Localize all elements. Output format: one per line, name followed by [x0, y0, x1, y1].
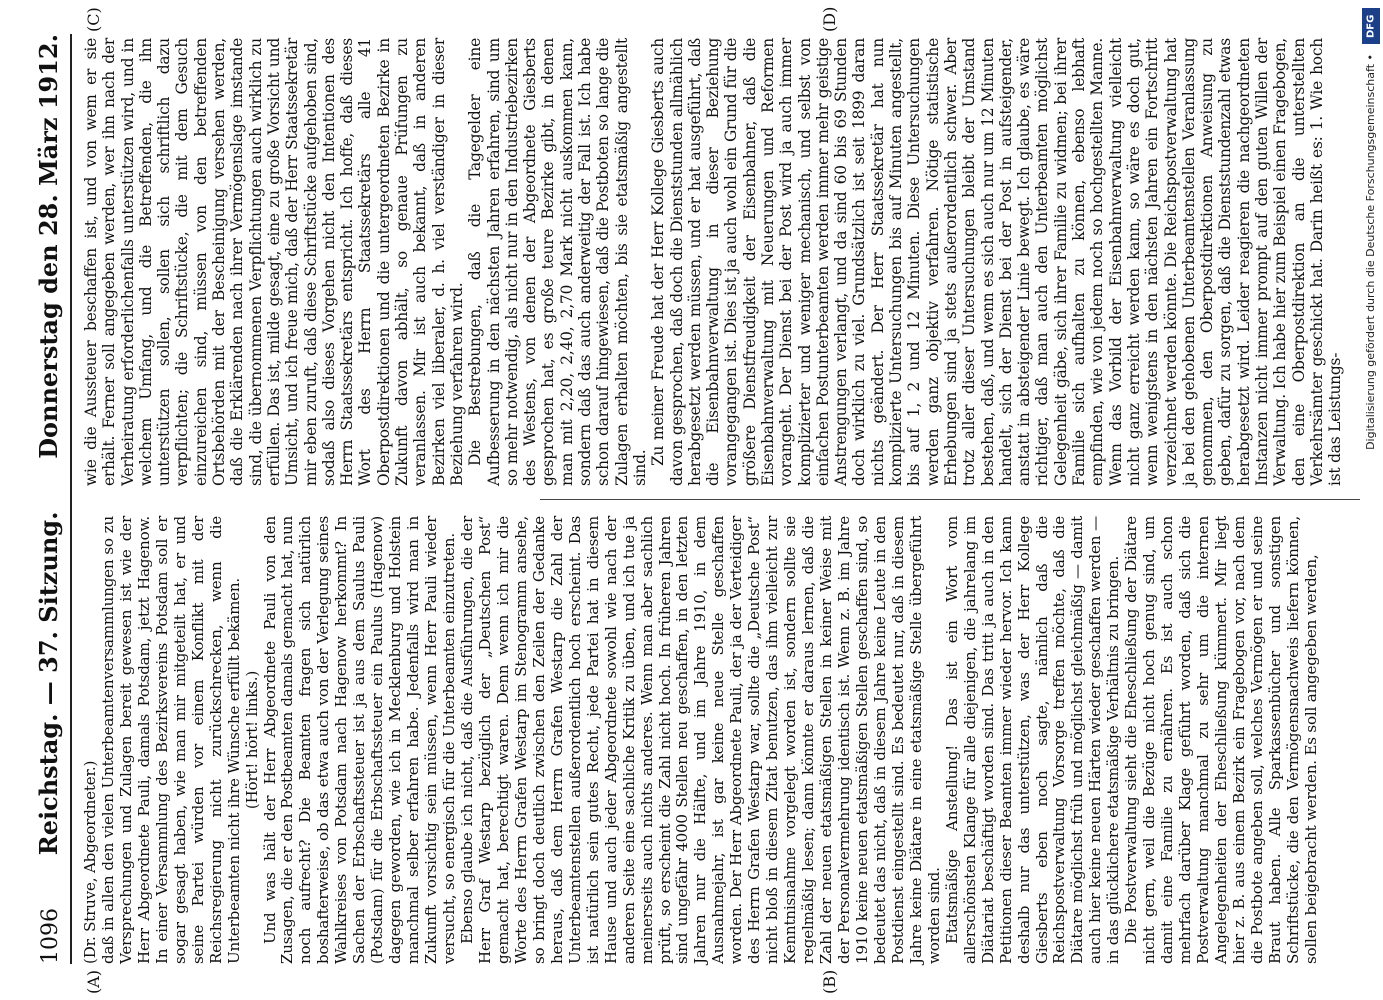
right-column: [82, 38, 1344, 486]
page-header: [34, 34, 66, 964]
margin-mark-c: (C): [84, 7, 103, 32]
margin-mark-b: (B): [820, 969, 839, 994]
paragraph: Zu meiner Freude hat der Herr Kollege Giesberts auch davon gesprochen, daß doch die Dienststunden allmählich herabgesetzt werden müssen, und er hat ausgeführt, daß die Eisenbahnverwaltung in dieser Beziehung vorangegangen ist. Dies ist ja auch wohl ein Grund für die größere Dienstfreudigkeit der Eisenbahner, daß die Eisenbahnverwaltung mit Neuerungen und Reformen vorangeht. Der Dienst bei der Post wird ja auch immer komplizierter und weniger mechanisch, und selbst von einfachen Postunterbeamten werden immer mehr geistige Anstrengungen verlangt, und da sind 60 bis 69 Stunden doch wirklich zu viel. Grundsätzlich ist seit 1899 daran nichts geändert. Der Herr Staatssekretär hat nun komplizierte Untersuchungen bis auf Minuten angestellt, bis auf 1, 2 und 12 Minuten. Diese Untersuchungen werden ganz objektiv verfahren. Nötige statistische Erhebungen sind ja stets außerordentlich schwer. Aber trotz aller dieser Untersuchungen bleibt der Umstand bestehen, daß, und wenn es sich auch nur um 12 Minuten handelt, sich der Dienst bei der Post in aufsteigender, anstatt in absteigender Linie bewegt. Ich glaube, es wäre richtiger, daß man auch den Unterbeamten möglichst Gelegenheit gäbe, sich ihrer Familie zu widmen; bei ihrer Familie sich aufhalten zu können, ebenso lebhaft empfinden, wie von jedem noch so hochgestellten Manne. Wenn das Vorbild der Eisenbahnverwaltung vielleicht nicht ganz erreicht werden kann, so wäre es doch gut, wenn wenigstens in den nächsten Jahren ein Fortschritt verzeichnet werden könnte. Die Reichspostverwaltung hat ja bei den gehobenen Unterbeamtenstellen Veranlassung genommen, den Oberpostdirektionen Anweisung zu geben, dafür zu sorgen, daß die Dienststundenzahl etwas herabgesetzt wird. Leider reagieren die nachgeordneten Instanzen nicht immer prompt auf den guten Willen der Verwaltung. Ich habe hier zum Beispiel einen Fragebogen, den eine Oberpostdirektion an die unterstellten Verkehrsämter geschickt hat. Darin heißt es: 1. Wie hoch ist das Leistungs-: [649, 38, 1345, 486]
paragraph: Die Postverwaltung sieht die Eheschließung der Diätare nicht gern, weil die Bezüge nicht hoch genug sind, um damit eine Familie zu ernähren. Es ist auch schon mehrfach darüber Klage geführt worden, daß sich die Postverwaltung manchmal zu sehr um die internen Angelegenheiten der Eheschließung kümmert. Mir liegt hier z. B. aus einem Bezirk ein Fragebogen vor, nach dem die Postbote angeben soll, welches Vermögen er und seine Braut haben. Alle Sparkassenbücher und sonstigen Schriftstücke, die den Vermögensnachweis liefern können, sollen beigebracht werden. Es soll angegeben werden,: [1122, 516, 1320, 964]
margin-mark-d: (D): [820, 6, 839, 32]
column-divider: [540, 499, 1360, 500]
digitization-credit: Digitalisierung gefördert durch die Deutsche Forschungsgemeinschaft •: [1364, 54, 1377, 450]
paragraph: Ebenso glaube ich nicht, daß die Ausführungen, die der Herr Graf Westarp bezüglich der „Deutschen Post“ gemacht hat, berechtigt waren. Denn wenn ich mir die Worte des Herrn Grafen Westarp im Stenogramm ansehe, so bringt doch deutlich zwischen den Zeilen der Gedanke heraus, daß dem Herrn Grafen Westarp die Zahl der Unterbeamtenstellen außerordentlich hoch erscheint. Das ist natürlich sein gutes Recht, jede Partei hat in diesem Hause und auch jeder Abgeordnete sowohl wie nach der anderen Seite eine sachliche Kritik zu üben, und ich tue ja meinerseits auch nichts anderes. Wenn man aber sachlich prüft, so erscheint die Zahl nicht hoch. In früheren Jahren sind ungefähr 4000 Stellen neu geschaffen, in den letzten Jahren nur die Hälfte, und im Jahre 1910, in dem Ausnahmejahr, ist gar keine neue Stelle geschaffen worden. Der Herr Abgeordnete Pauli, der ja der Verteidiger des Herrn Grafen Westarp war, sollte die „Deutsche Post“ nicht bloß in diesem Zitat benutzen, das ihm vielleicht zur Kenntnisnahme vorgelegt worden ist, sondern sollte sie regelmäßig lesen; dann könnte er daraus lernen, daß die Zahl der neuen etatsmäßigen Stellen in keiner Weise mit der Personalvermehrung identisch ist. Wenn z. B. im Jahre 1910 keine neuen etatsmäßigen Stellen geschaffen sind, so bedeutet das nicht, daß in diesem Jahre keine Leute in den Postdienst eingestellt sind. Es bedeutet nur, daß in diesem Jahre keine Diätare in eine etatsmäßige Stelle übergeführt worden sind.: [458, 516, 943, 964]
paragraph: Etatsmäßige Anstellung! Das ist ein Wort vom allerschönsten Klange für alle diejenigen, die jahrelang im Diätariat beschäftigt worden sind. Das tritt ja auch in den Petitionen dieser Beamten immer wieder hervor. Ich kann deshalb nur das unterstützen, was der Herr Kollege Giesberts eben noch sagte, nämlich daß die Reichspostverwaltung Vorsorge treffen möchte, daß die Diätare möglichst früh und möglichst gleichmäßig — damit auch hier keine neuen Härten wieder geschaffen werden — in das glücklichere etatsmäßige Verhältnis zu bringen.: [942, 516, 1123, 964]
page-number: 1096: [38, 908, 63, 964]
paragraph: wie die Aussteuer beschaffen ist, und von wem er sie erhält. Ferner soll angegeben werden, wer ihn nach der Verheiratung erforderlichenfalls unterstützen wird, und in welchem Umfang, und die Betreffenden, die ihn unterstützen sollen, sollen sich schriftlich dazu verpflichten; die Schriftstücke, die mit dem Gesuch einzureichen sind, müssen von den betreffenden Ortsbehörden mit der Bescheinigung versehen werden, daß die Erklärenden nach ihrer Vermögenslage imstande sind, die übernommenen Verpflichtungen auch wirklich zu erfüllen. Das ist, milde gesagt, eine zu große Vorsicht und Umsicht, und ich freue mich, daß der Herr Staatssekretär mir eben zuruft, daß diese Schriftstücke aufgehoben sind, sodaß also dieses Vorgehen nicht den Intentionen des Herrn Staatssekretärs entspricht. Ich hoffe, daß dieses Wort des Herrn Staatssekretärs alle 41 Oberpostdirektionen und die untergeordneten Bezirke in Zukunft davon abhält, so genaue Prüfungen zu veranlassen. Mir ist auch bekannt, daß in anderen Bezirken viel liberaler, d. h. viel verständiger in dieser Beziehung verfahren wird.: [82, 38, 466, 486]
dfg-logo: DFG: [1362, 8, 1380, 44]
left-column: [82, 516, 1321, 964]
paragraph: daß in allen den vielen Unterbeamtenversammlungen so zu Versprechungen und Zulagen bereit gewesen ist wie der Herr Abgeordnete Pauli, damals Potsdam, jetzt Hagenow. In einer Versammlung des Bezirksvereins Potsdam soll er sogar gesagt haben, wie man mir mitgeteilt hat, er und seine Partei würden vor einem Konflikt mit der Reichsregierung nicht zurückschrecken, wenn die Unterbeamten nicht ihre Wünsche erfüllt bekämen.: [98, 516, 243, 964]
header-rule: [70, 34, 72, 964]
digitization-strip: [1358, 0, 1383, 1000]
paragraph: Die Bestrebungen, daß die Tagegelder eine Aufbesserung in den nächsten Jahren erfahren, sind um so mehr notwendig, als nicht nur in den Industriebezirken des Westens, von denen der Abgeordnete Giesberts gesprochen hat, es große teure Bezirke gibt, in denen man mit 2,20, 2,40, 2,70 Mark nicht auskommen kann, sondern daß das auch anderweitig der Fall ist. Ich habe schon darauf hingewiesen, daß die Postboten so lange die Zulagen erhalten möchten, bis sie etatsmäßig angestellt sind.: [466, 38, 649, 486]
paragraph: (Dr. Struve, Abgeordneter.): [81, 760, 99, 964]
margin-mark-a: (A): [84, 969, 103, 994]
paragraph: Und was hält der Herr Abgeordnete Pauli von den Zusagen, die er den Postbeamten damals gemacht hat, nun noch aufrecht? Die Beamten fragen sich natürlich boshafterweise, ob das etwa auch von der Verlegung seines Wahlkreises von Potsdam nach Hagenow herkommt? In Sachen der Erbschaftssteuer ist ja aus dem Saulus Pauli (Potsdam) für die Erbschaftssteuer ein Paulus (Hagenow) dagegen geworden, wie ich in Mecklenburg und Holstein manchmal selber erfahren habe. Jedenfalls wird man in Zukunft vorsichtig sein müssen, wenn Herr Pauli wieder versucht, so energisch für die Unterbeamten einzutreten.: [260, 516, 459, 964]
header-right-title: Donnerstag den 28. März 1912.: [34, 34, 63, 459]
header-left-title: Reichstag. — 37. Sitzung.: [34, 511, 63, 856]
paragraph: (Hört! hört! links.): [242, 670, 261, 810]
